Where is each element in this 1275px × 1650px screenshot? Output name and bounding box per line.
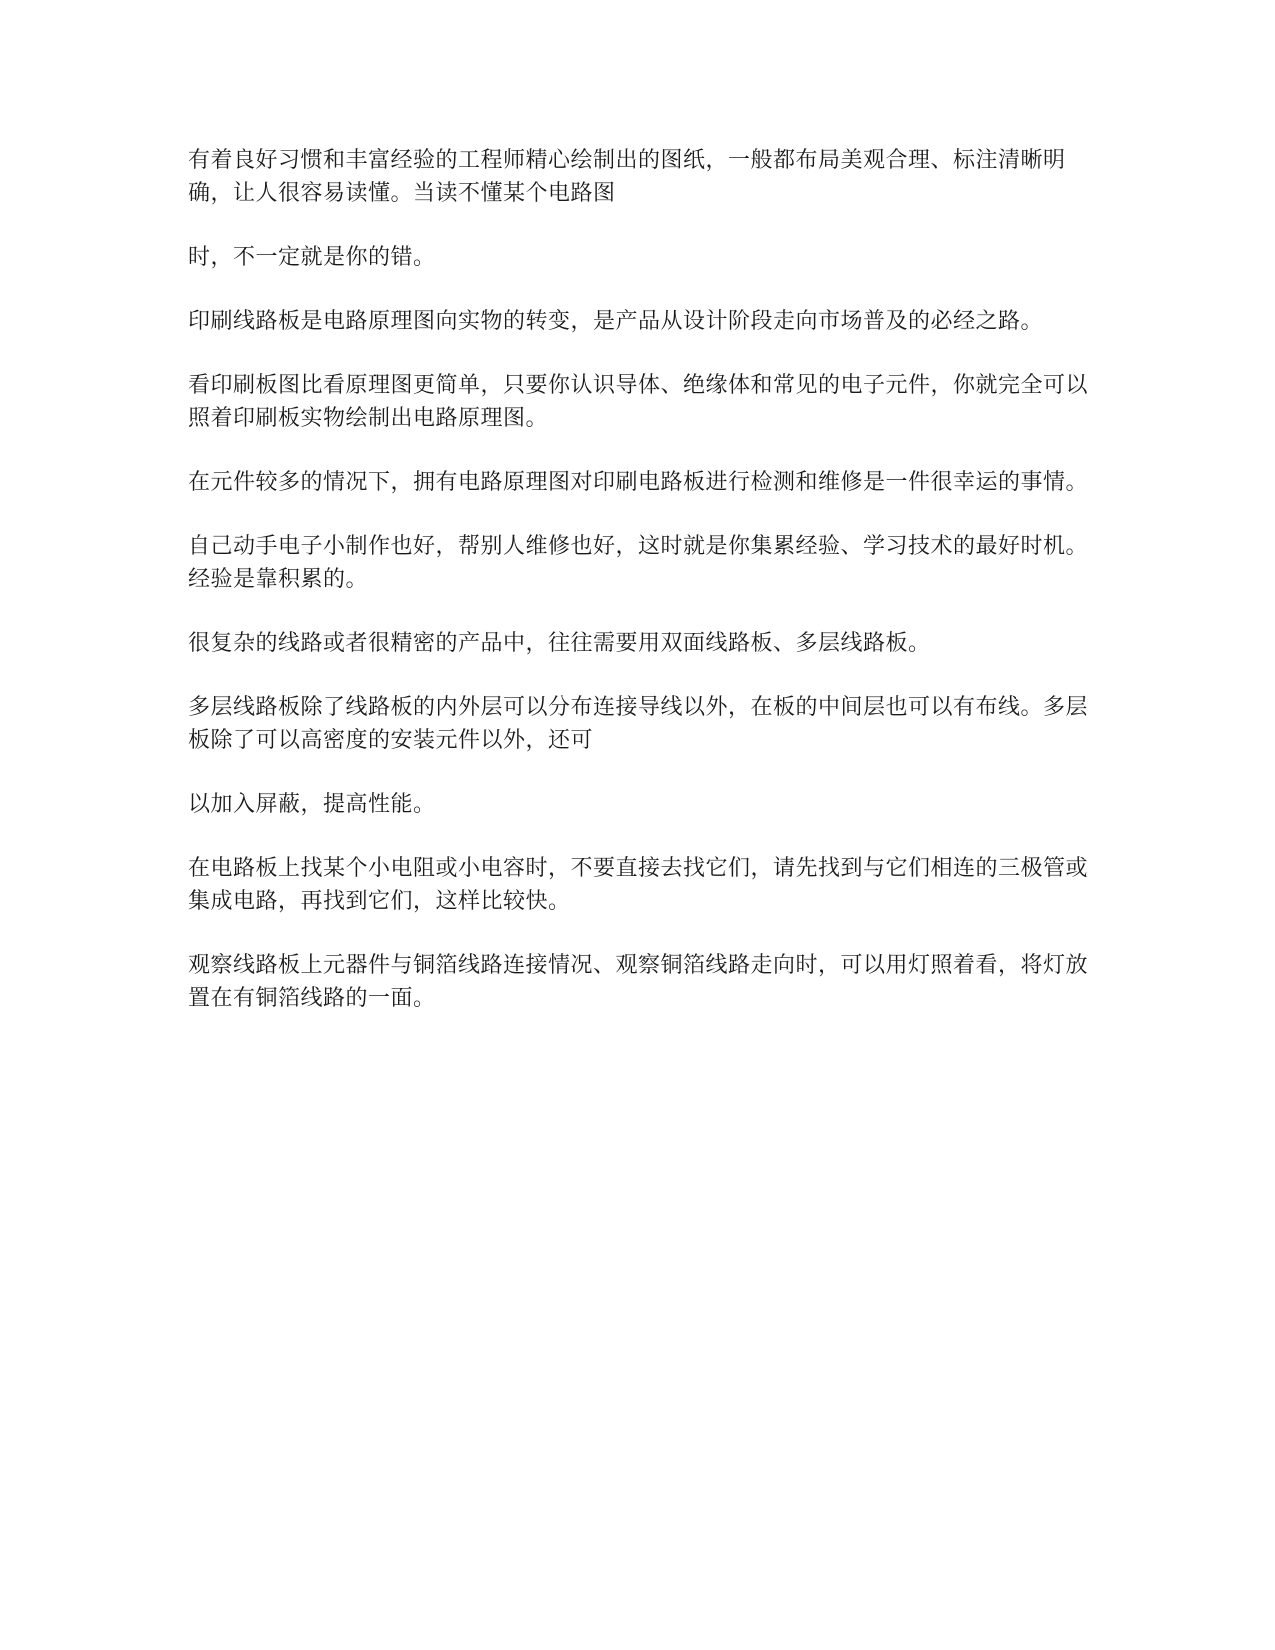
paragraph-11: 观察线路板上元器件与铜箔线路连接情况、观察铜箔线路走向时，可以用灯照着看，将灯放置在有铜箔线路的一面。 — [188, 953, 1089, 1011]
paragraph-1: 有着良好习惯和丰富经验的工程师精心绘制出的图纸，一般都布局美观合理、标注清晰明确，让人很容易读懂。当读不懂某个电路图 — [188, 148, 1066, 206]
paragraph-6: 自己动手电子小制作也好，帮别人维修也好，这时就是你集累经验、学习技术的最好时机。经验是靠积累的。 — [188, 534, 1089, 592]
paragraph-9: 以加入屏蔽，提高性能。 — [188, 792, 436, 817]
paragraph-8: 多层线路板除了线路板的内外层可以分布连接导线以外，在板的中间层也可以有布线。多层板除了可以高密度的安装元件以外，还可 — [188, 695, 1089, 753]
paragraph-3: 印刷线路板是电路原理图向实物的转变，是产品从设计阶段走向市场普及的必经之路。 — [188, 309, 1044, 334]
paragraph-10: 在电路板上找某个小电阻或小电容时，不要直接去找它们，请先找到与它们相连的三极管或集成电路，再找到它们，这样比较快。 — [188, 856, 1089, 914]
paragraph-4: 看印刷板图比看原理图更简单，只要你认识导体、绝缘体和常见的电子元件，你就完全可以照着印刷板实物绘制出电路原理图。 — [188, 373, 1089, 431]
paragraph-2: 时，不一定就是你的错。 — [188, 245, 436, 270]
document-body — [188, 144, 1088, 1046]
paragraph-5: 在元件较多的情况下，拥有电路原理图对印刷电路板进行检测和维修是一件很幸运的事情。 — [188, 470, 1089, 495]
paragraph-7: 很复杂的线路或者很精密的产品中，往往需要用双面线路板、多层线路板。 — [188, 631, 931, 656]
